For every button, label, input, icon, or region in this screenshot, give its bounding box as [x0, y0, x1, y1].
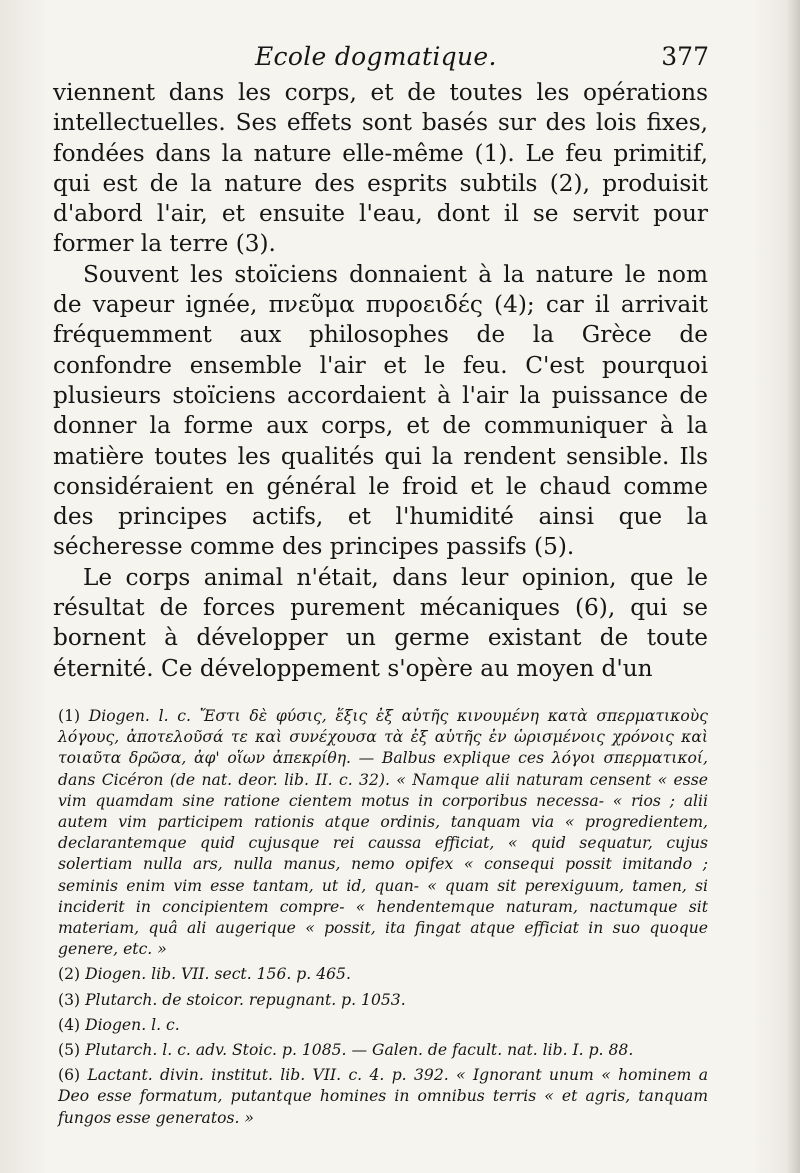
footnote-number: (2): [58, 965, 81, 984]
footnote-number: (3): [58, 990, 81, 1009]
running-head: Ecole dogmatique.: [255, 42, 497, 71]
footnote-text: Plutarch. de stoicor. repugnant. p. 1053.: [85, 990, 406, 1009]
footnote-text: Diogen. l. c.: [85, 1015, 180, 1034]
page-header: [55, 42, 715, 78]
footnote-number: (1): [58, 707, 81, 725]
footnote-number: (4): [58, 1015, 81, 1034]
footnote-1: [58, 706, 708, 960]
footnote-6: [58, 1065, 708, 1129]
footnote-text: Plutarch. l. c. adv. Stoic. p. 1085. — Galen. de facult. nat. lib. I. p. 88.: [85, 1041, 634, 1060]
main-text: [53, 78, 708, 684]
page-number: 377: [661, 42, 709, 71]
paragraph-3: Le corps animal n'était, dans leur opinion, que le résultat de forces purement mécaniques (6), qui se bornent à développer un germe existant de toute éternité. Ce développement s'opère au moyen d'un: [53, 563, 708, 682]
footnote-text: Lactant. divin. institut. lib. VII. c. 4. p. 392. « Ignorant unum « hominem a Deo esse formatum, putantque homines in omnibus terris « et agris, tanquam fungos esse generatos. »: [58, 1066, 708, 1127]
page-edge-shadow: [786, 0, 800, 1173]
footnote-5: [58, 1040, 708, 1061]
footnote-3: [58, 990, 708, 1011]
paragraph-1: viennent dans les corps, et de toutes les opérations intellectuelles. Ses effets sont basés sur des lois fixes, fondées dans la nature elle-même (1). Le feu primitif, qui est de la nature des esprits subtils (2), produisit d'abord l'air, et ensuite l'eau, dont il se servit pour former la terre (3).: [53, 79, 708, 258]
footnote-2: [58, 964, 708, 985]
footnote-text: Diogen. lib. VII. sect. 156. p. 465.: [85, 965, 351, 984]
footnotes: [58, 706, 708, 1133]
footnote-number: (5): [58, 1041, 81, 1060]
footnote-text: Diogen. l. c. Ἔστι δὲ φύσις, ἕξις ἐξ αὑτῆς κινουμένη κατὰ σπερματικοὺς λόγους, ἀποτελοῦσά τε καὶ συνέχουσα τὰ ἐξ αὑτῆς ἐν ὡρισμένοις χρόνοις καὶ τοιαῦτα δρῶσα, ἀφ' οἵων ἀπεκρίθη. — Balbus explique ces λόγοι σπερματικοί, dans Cicéron (de nat. deor. lib. II. c. 32). « Namque alii naturam censent « esse vim quamdam sine ratione cientem motus in corporibus necessa- « rios ; alii autem vim participem rationis atque ordinis, tanquam via « progredientem, declarantemque quid cujusque rei caussa efficiat, « quid sequatur, cujus solertiam nulla ars, nulla manus, nemo opifex « consequi possit imitando ; seminis enim vim esse tantam, ut id, quan- « quam sit perexiguum, tamen, si inciderit in concipientem compre- « hendentemque naturam, nactumque sit materiam, quâ ali augerique « possit, ita fingat atque efficiat in suo quoque genere, etc. »: [58, 707, 708, 959]
footnote-4: [58, 1015, 708, 1036]
paragraph-2: Souvent les stoïciens donnaient à la nature le nom de vapeur ignée, πνεῦμα πυροειδές (4); car il arrivait fréquemment aux philosophes de la Grèce de confondre ensemble l'air et le feu. C'est pourquoi plusieurs stoïciens accordaient à l'air la puissance de donner la forme aux corps, et de communiquer à la matière toutes les qualités qui la rendent sensible. Ils considéraient en général le froid et le chaud comme des principes actifs, et l'humidité ainsi que la sécheresse comme des principes passifs (5).: [53, 260, 708, 561]
footnote-number: (6): [58, 1066, 81, 1085]
